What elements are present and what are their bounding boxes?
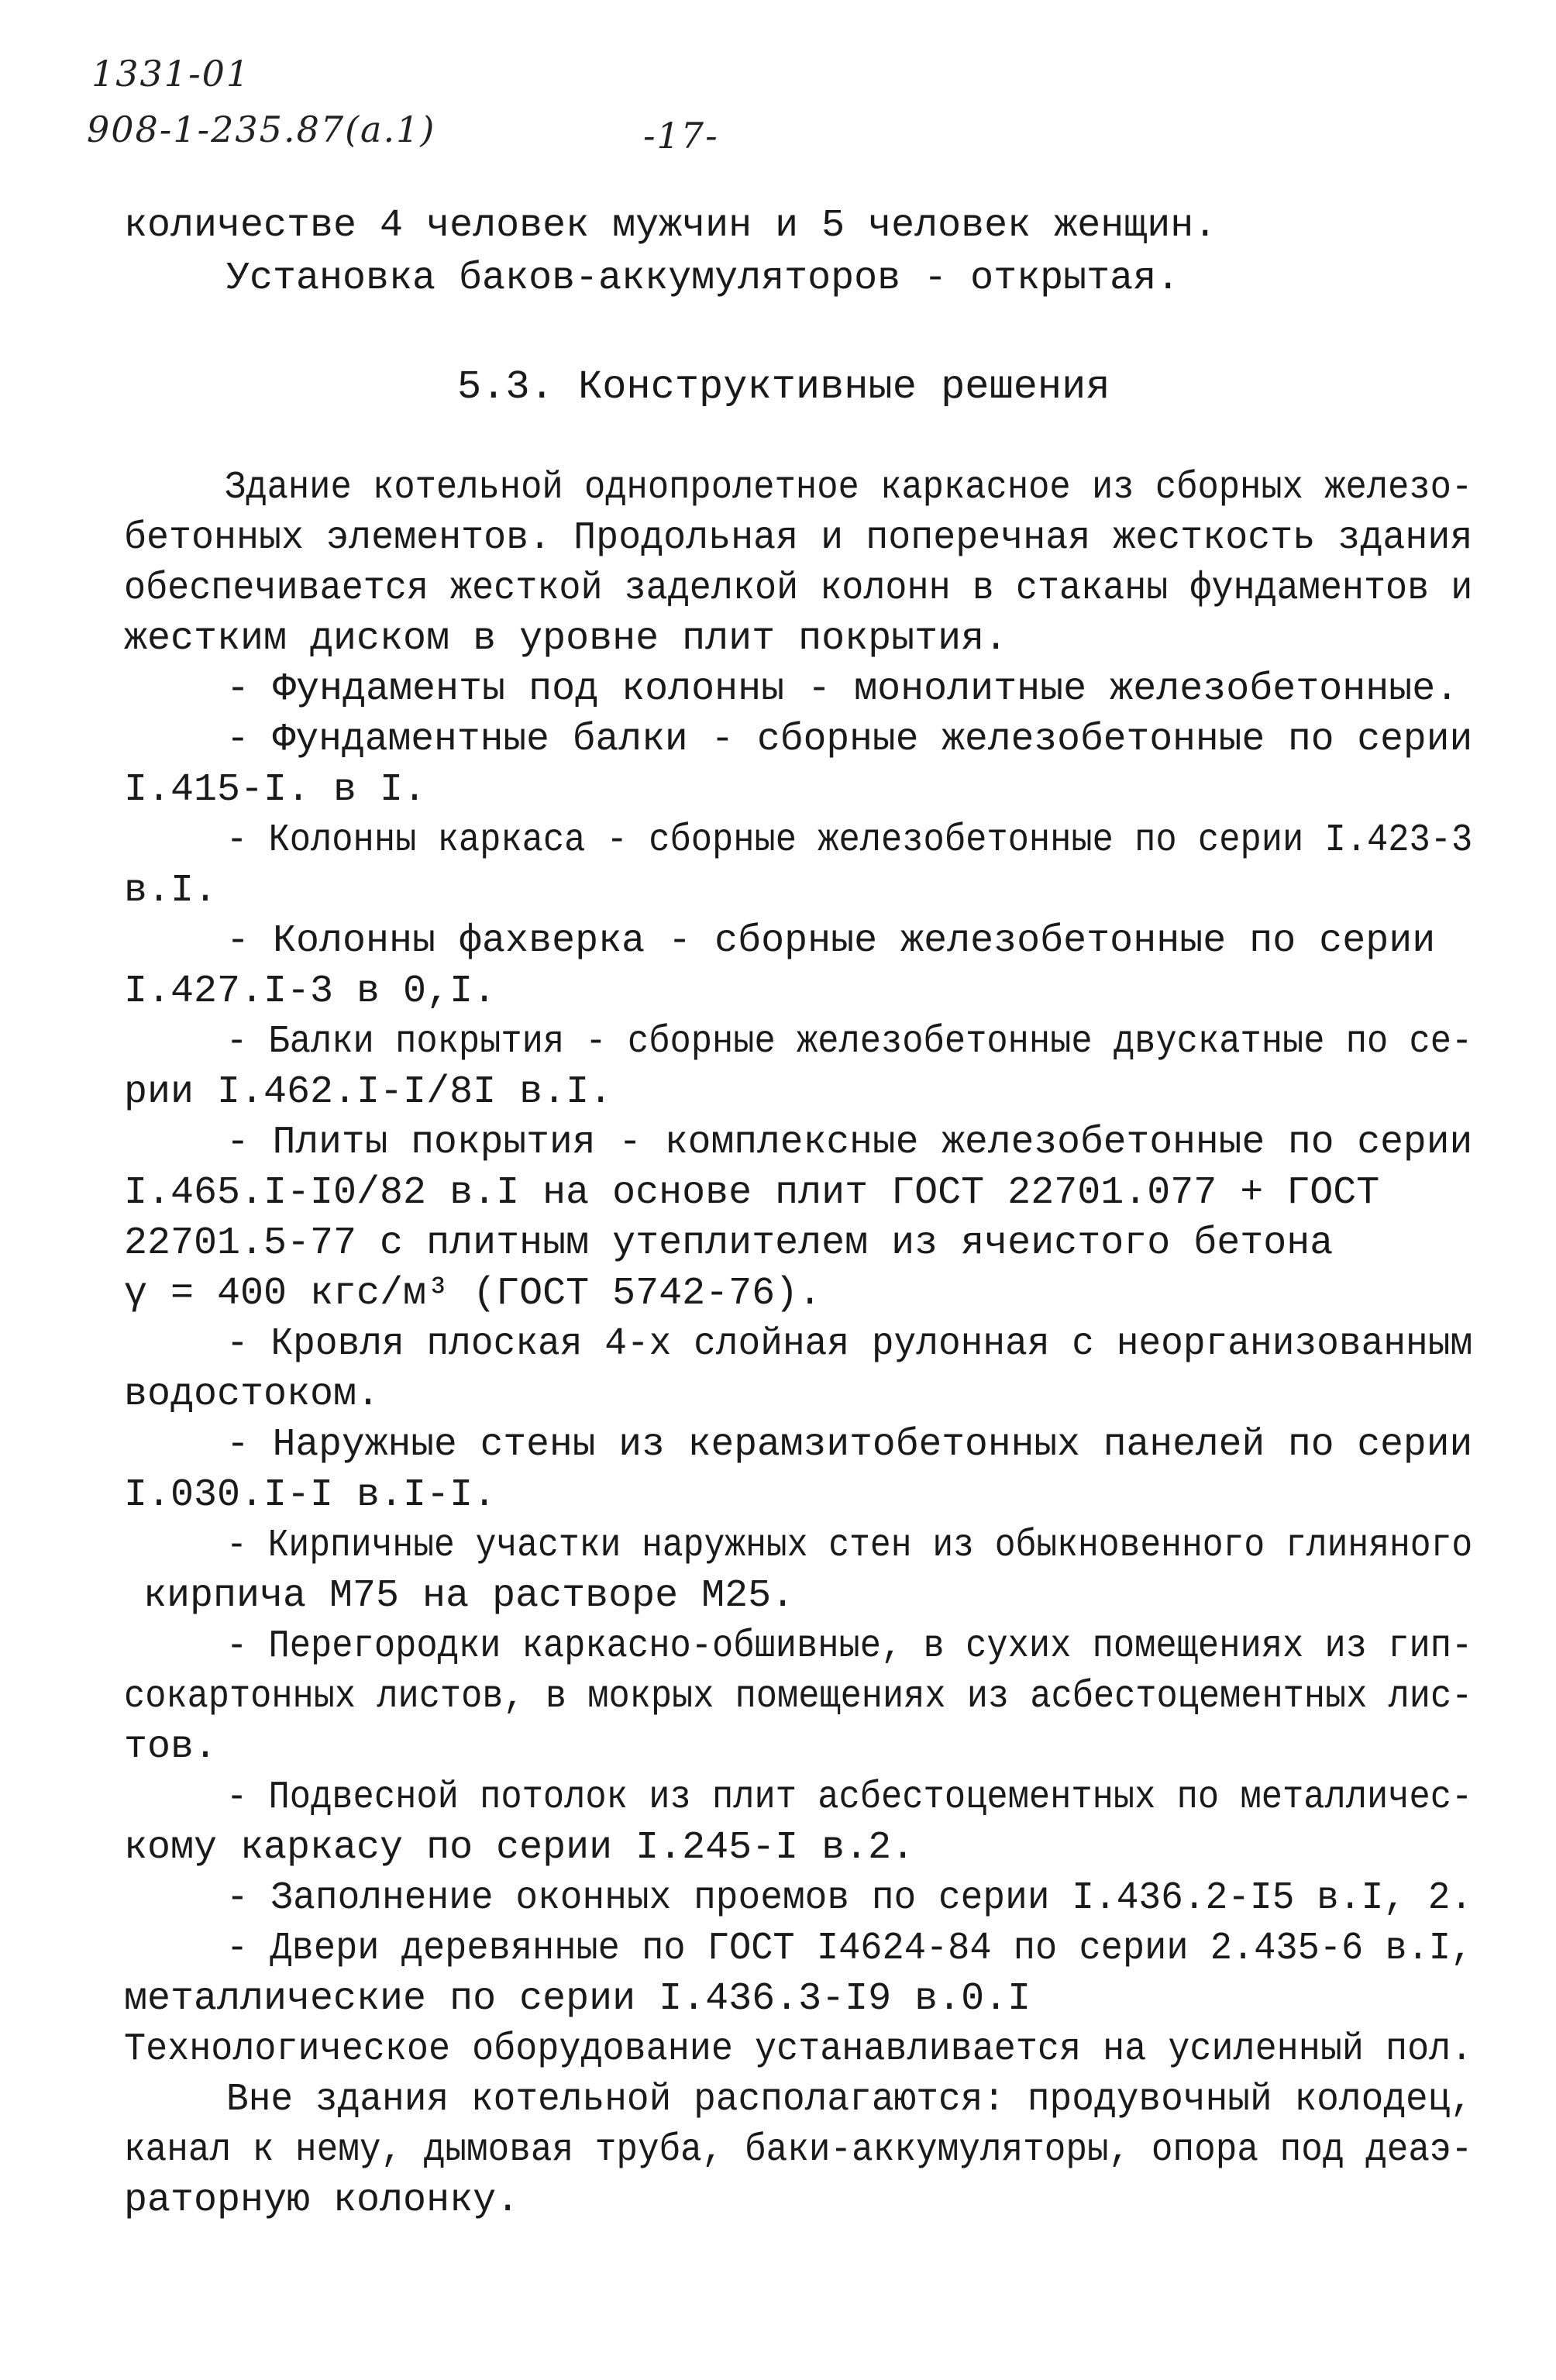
text-line: канал к нему, дымовая труба, баки-аккумуляторы, опора под деаэ- xyxy=(124,2128,1473,2172)
text-line: в.I. xyxy=(124,869,218,913)
text-line: количестве 4 человек мужчин и 5 человек женщин. xyxy=(124,204,1217,248)
text-line: - Наружные стены из керамзитобетонных панелей по серии xyxy=(226,1423,1473,1467)
text-line: - Перегородки каркасно-обшивные, в сухих помещениях из гип- xyxy=(226,1624,1473,1669)
text-line: - Подвесной потолок из плит асбестоцементных по металличес- xyxy=(226,1776,1473,1820)
text-line: I.415-I. в I. xyxy=(124,768,427,812)
text-line: рии I.462.I-I/8I в.I. xyxy=(124,1070,613,1114)
text-line: сокартонных листов, в мокрых помещениях из асбестоцементных лис- xyxy=(124,1675,1473,1719)
text-line: - Кирпичные участки наружных стен из обыкновенного глиняного xyxy=(226,1524,1473,1568)
text-line: кому каркасу по серии I.245-I в.2. xyxy=(124,1826,915,1870)
text-line: тов. xyxy=(124,1725,218,1769)
text-line: - Кровля плоская 4-х слойная рулонная с неорганизованным xyxy=(226,1322,1473,1366)
text-line: - Фундаменты под колонны - монолитные железобетонные. xyxy=(226,667,1459,711)
text-line: 22701.5-77 с плитным утеплителем из ячеистого бетона xyxy=(124,1221,1334,1266)
text-line: - Балки покрытия - сборные железобетонные двускатные по се- xyxy=(226,1020,1473,1064)
text-line: - Плиты покрытия - комплексные железобетонные по серии xyxy=(226,1121,1473,1165)
text-line: жестким диском в уровне плит покрытия. xyxy=(124,617,1008,661)
page-number: -17- xyxy=(643,115,719,157)
text-line: γ = 400 кгс/м³ (ГОСТ 5742-76). xyxy=(124,1272,822,1316)
text-line: - Колонны каркаса - сборные железобетонные по серии I.423-3 xyxy=(226,818,1473,863)
text-line: кирпича М75 на растворе М25. xyxy=(143,1574,795,1618)
text-line: металлические по серии I.436.3-I9 в.0.I xyxy=(124,1977,1031,2021)
text-line: водостоком. xyxy=(124,1373,380,1417)
text-line: - Колонны фахверка - сборные железобетонные по серии xyxy=(226,919,1436,963)
text-line: - Фундаментные балки - сборные железобетонные по серии xyxy=(226,718,1473,762)
text-line: I.427.I-3 в 0,I. xyxy=(124,970,497,1014)
text-line: I.030.I-I в.I-I. xyxy=(124,1473,497,1517)
text-line: - Двери деревянные по ГОСТ I4624-84 по серии 2.435-6 в.I, xyxy=(226,1927,1473,1971)
text-line: обеспечивается жесткой заделкой колонн в стаканы фундаментов и xyxy=(124,567,1473,611)
text-line: I.465.I-I0/82 в.I на основе плит ГОСТ 22701.077 + ГОСТ xyxy=(124,1171,1380,1215)
text-line: Вне здания котельной располагаются: продувочный колодец, xyxy=(226,2078,1473,2122)
text-line: раторную колонку. xyxy=(124,2179,520,2223)
text-line: Технологическое оборудование устанавливается на усиленный пол. xyxy=(124,2027,1473,2072)
text-line: бетонных элементов. Продольная и поперечная жесткость здания xyxy=(124,516,1473,560)
text-line: Здание котельной однопролетное каркасное из сборных железо- xyxy=(225,466,1473,510)
project-code: 908-1-235.87(a.1) xyxy=(87,108,436,150)
archive-number: 1331-01 xyxy=(91,53,251,95)
section-heading: 5.3. Конструктивные решения xyxy=(457,364,1110,410)
text-line: - Заполнение оконных проемов по серии I.436.2-I5 в.I, 2. xyxy=(226,1876,1473,1920)
text-line: Установка баков-аккумуляторов - открытая. xyxy=(226,257,1180,301)
